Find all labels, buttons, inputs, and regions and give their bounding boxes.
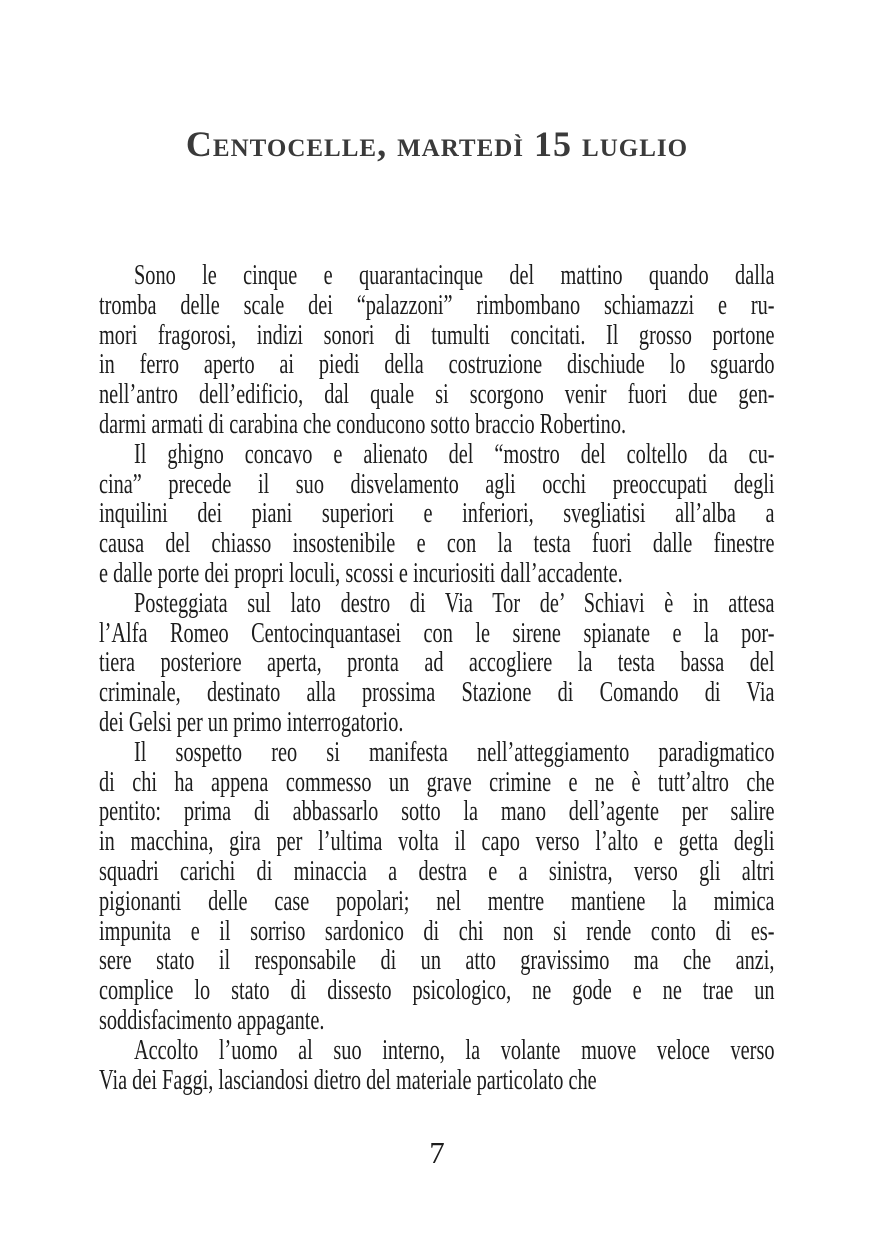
- text-line: cina” precede il suo disvelamento agli occhi preoccupati degli: [99, 467, 775, 500]
- text-line: mori fragorosi, indizi sonori di tumulti concitati. Il grosso portone: [99, 318, 775, 351]
- text-line: di chi ha appena commesso un grave crimine e ne è tutt’altro che: [99, 765, 775, 798]
- text-line: Il ghigno concavo e alienato del “mostro del coltello da cu-: [134, 437, 775, 470]
- text-line: criminale, destinato alla prossima Stazione di Comando di Via: [99, 676, 775, 709]
- text-line: tiera posteriore aperta, pronta ad accogliere la testa bassa del: [99, 646, 775, 679]
- text-line: complice lo stato di dissesto psicologico, ne gode e ne trae un: [99, 974, 775, 1007]
- paragraph: [99, 437, 775, 589]
- text-line: Accolto l’uomo al suo interno, la volante muove veloce verso: [134, 1033, 775, 1066]
- text-line: darmi armati di carabina che conducono sotto braccio Robertino.: [99, 407, 627, 440]
- text-line: Il sospetto reo si manifesta nell’atteggiamento paradigmatico: [134, 735, 775, 768]
- paragraph: [99, 586, 775, 738]
- text-line: Sono le cinque e quarantacinque del mattino quando dalla: [134, 259, 775, 291]
- text-line: pigionanti delle case popolari; nel mentre mantiene la mimica: [99, 884, 775, 917]
- text-line: nell’antro dell’edificio, dal quale si scorgono venir fuori due gen-: [99, 378, 775, 411]
- text-line: l’Alfa Romeo Centocinquantasei con le sirene spianate e la por-: [99, 616, 775, 649]
- paragraph: [99, 1033, 775, 1096]
- chapter-title: Centocelle, martedì 15 luglio: [185, 124, 689, 164]
- text-line: Posteggiata sul lato destro di Via Tor de’ Schiavi è in attesa: [134, 586, 775, 619]
- text-line: causa del chiasso insostenibile e con la testa fuori dalle finestre: [99, 527, 775, 560]
- text-line: tromba delle scale dei “palazzoni” rimbombano schiamazzi e ru-: [99, 288, 775, 321]
- text-line: e dalle porte dei propri loculi, scossi e incuriositi dall’accadente.: [99, 556, 623, 589]
- text-line: soddisfacimento appagante.: [99, 1003, 325, 1036]
- text-line: dei Gelsi per un primo interrogatorio.: [99, 705, 404, 738]
- text-line: pentito: prima di abbassarlo sotto la mano dell’agente per salire: [99, 795, 775, 828]
- text-line: squadri carichi di minaccia a destra e a sinistra, verso gli altri: [99, 854, 775, 887]
- text-line: inquilini dei piani superiori e inferiori, svegliatisi all’alba a: [99, 497, 775, 530]
- paragraph: [99, 735, 775, 1036]
- text-line: impunita e il sorriso sardonico di chi non si rende conto di es-: [99, 914, 775, 947]
- text-line: Via dei Faggi, lasciandosi dietro del materiale particolato che: [99, 1063, 597, 1096]
- text-line: sere stato il responsabile di un atto gravissimo ma che anzi,: [99, 944, 775, 977]
- paragraph: [99, 261, 775, 440]
- text-line: in ferro aperto ai piedi della costruzione dischiude lo sguardo: [99, 348, 775, 381]
- text-line: in macchina, gira per l’ultima volta il capo verso l’alto e getta degli: [99, 825, 775, 858]
- body-text: [99, 261, 775, 1095]
- page-number: 7: [429, 1135, 445, 1170]
